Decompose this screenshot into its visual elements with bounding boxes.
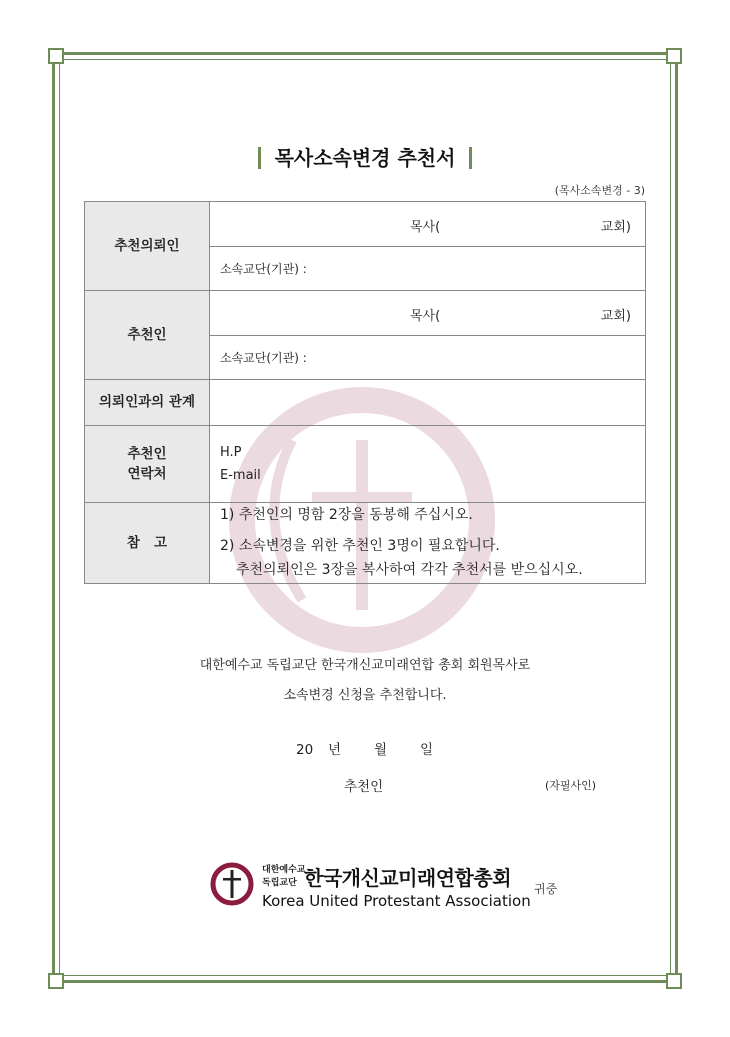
organization-english-name: Korea United Protestant Association (262, 892, 531, 910)
note-item: 1) 추천인의 명함 2장을 동봉해 주십시오. (220, 507, 473, 523)
title-bar-left (258, 147, 261, 169)
page-title (0, 142, 730, 171)
organization-small-text (262, 864, 305, 890)
document-code: (목사소속변경 - 3) (554, 184, 645, 197)
date-year-prefix: 20 (296, 742, 314, 758)
requester-label: 추천의뢰인 (85, 202, 210, 291)
note-item: 2) 소속변경을 위한 추천인 3명이 필요합니다. (220, 537, 500, 554)
recommender-label: 추천인 (85, 291, 210, 380)
signature-seal-note: (자필사인) (545, 779, 597, 792)
frame-corner-ornament (666, 48, 682, 64)
cross-emblem-icon (208, 860, 256, 908)
requester-pastor-field[interactable] (210, 202, 646, 247)
title-text: 목사소속변경 추천서 (274, 146, 456, 170)
frame-corner-ornament (666, 973, 682, 989)
recommender-church-text: 교회) (600, 309, 631, 324)
date-year: 년 (328, 742, 342, 758)
organization-korean-name: 한국개신교미래연합총회 (304, 866, 512, 890)
requester-affiliation-field[interactable] (210, 247, 646, 291)
statement-line1: 대한예수교 독립교단 한국개신교미래연합 총회 회원목사로 (199, 658, 531, 673)
recommender-affiliation-text: 소속교단(기관) : (220, 351, 307, 365)
organization-small-line2: 독립교단 (262, 878, 297, 888)
frame-corner-ornament (48, 973, 64, 989)
signature-label: 추천인 (344, 779, 384, 795)
recommender-affiliation-field[interactable] (210, 336, 646, 380)
statement-line2: 소속변경 신청을 추천합니다. (283, 688, 447, 703)
requester-church-text: 교회) (600, 220, 631, 235)
organization-small-line1: 대한예수교 (262, 865, 306, 875)
email-label: E-mail (220, 468, 261, 483)
contact-label-line2: 연락처 (127, 466, 167, 482)
title-bar-right (469, 147, 472, 169)
notes-label: 참 고 (85, 503, 210, 584)
frame-corner-ornament (48, 48, 64, 64)
date-day: 일 (420, 742, 434, 758)
organization-logo (208, 858, 531, 914)
requester-pastor-text: 목사( (410, 220, 441, 235)
recommendation-form-table (84, 201, 646, 584)
requester-affiliation-text: 소속교단(기관) : (220, 262, 307, 276)
relationship-label: 의뢰인과의 관계 (85, 380, 210, 426)
recommender-pastor-text: 목사( (410, 309, 441, 324)
contact-label-line1: 추천인 (127, 445, 167, 462)
phone-label: H.P (220, 445, 242, 460)
notes-content (210, 503, 646, 584)
recommender-pastor-field[interactable] (210, 291, 646, 336)
contact-field[interactable] (210, 426, 646, 503)
note-item: 추천의뢰인은 3장을 복사하여 각각 추천서를 받으십시오. (236, 562, 583, 578)
contact-label (85, 426, 210, 503)
honorific-text: 귀중 (534, 882, 558, 896)
date-line (296, 738, 433, 758)
relationship-field[interactable] (210, 380, 646, 426)
date-month: 월 (374, 742, 388, 758)
